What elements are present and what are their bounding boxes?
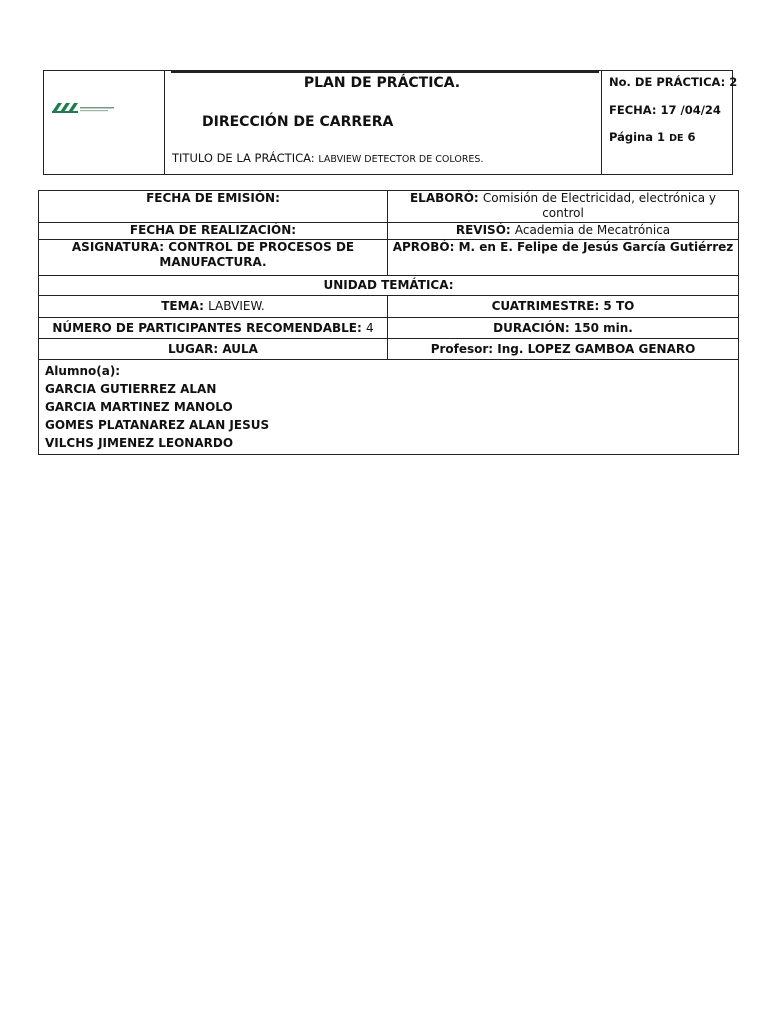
reviso-value: Academia de Mecatrónica xyxy=(514,223,671,237)
elaboro-value: Comisión de Electricidad, electrónica y control xyxy=(482,191,717,220)
practice-title-value: LABVIEW DETECTOR DE COLORES. xyxy=(318,154,484,165)
practice-title xyxy=(172,151,483,165)
asignatura-value: CONTROL DE PROCESOS DE MANUFACTURA. xyxy=(159,240,355,269)
profesor-cell: Profesor: Ing. LOPEZ GAMBOA GENARO xyxy=(388,339,739,360)
direccion-title: DIRECCIÓN DE CARRERA xyxy=(202,114,394,130)
alumno-item: GOMES PLATANAREZ ALAN JESUS xyxy=(45,418,270,432)
asignatura-cell xyxy=(39,240,388,276)
practice-date xyxy=(609,103,721,117)
page-of: DE xyxy=(669,133,684,144)
page-indicator xyxy=(609,130,695,144)
elaboro-cell xyxy=(388,191,739,223)
reviso-cell xyxy=(388,223,739,240)
tema-cell xyxy=(39,296,388,318)
alumno-item: VILCHS JIMENEZ LEONARDO xyxy=(45,436,234,450)
duracion-value: 150 min. xyxy=(573,320,633,335)
participantes-label: NÚMERO DE PARTICIPANTES RECOMENDABLE: xyxy=(52,320,362,335)
document-header xyxy=(43,70,738,175)
duracion-label: DURACIÓN: xyxy=(493,320,570,335)
alumno-item: GARCIA GUTIERREZ ALAN xyxy=(45,382,217,396)
participantes-value: 4 xyxy=(365,320,374,335)
lugar-cell: LUGAR: AULA xyxy=(39,339,388,360)
table-row xyxy=(39,191,739,223)
elaboro-label: ELABORÓ: xyxy=(409,191,479,205)
practice-info-table xyxy=(38,190,739,455)
aprobo-cell xyxy=(388,240,739,276)
duracion-cell xyxy=(388,318,739,339)
header-rule xyxy=(171,71,599,73)
alumno-item: GARCIA MARTINEZ MANOLO xyxy=(45,400,233,414)
header-center xyxy=(165,71,599,174)
page-label: Página xyxy=(609,130,654,144)
practice-title-label: TITULO DE LA PRÁCTICA: xyxy=(172,151,315,165)
fecha-emision-cell: FECHA DE EMISIÓN: xyxy=(39,191,388,223)
university-logo xyxy=(50,101,116,115)
aprobo-label: APROBÓ: xyxy=(392,240,455,254)
table-row xyxy=(39,360,739,455)
alumnos-label: Alumno(a): xyxy=(45,364,121,378)
table-row xyxy=(39,296,739,318)
logo-cell xyxy=(44,71,165,174)
table-row xyxy=(39,318,739,339)
cuatrimestre-cell: CUATRIMESTRE: 5 TO xyxy=(388,296,739,318)
tema-label: TEMA: xyxy=(161,299,204,313)
practice-number-prefix: No. xyxy=(609,75,631,89)
header-meta xyxy=(601,71,738,174)
fecha-realizacion-cell: FECHA DE REALIZACIÓN: xyxy=(39,223,388,240)
page-total: 6 xyxy=(687,130,696,144)
aprobo-value: M. en E. Felipe de Jesús García Gutiérrez xyxy=(458,240,734,254)
table-row xyxy=(39,223,739,240)
unidad-tematica-cell: UNIDAD TEMÁTICA: xyxy=(39,276,739,296)
practice-number-value: 2 xyxy=(729,75,738,89)
asignatura-label: ASIGNATURA: xyxy=(71,240,165,254)
page-number: 1 xyxy=(657,130,666,144)
plan-title: PLAN DE PRÁCTICA. xyxy=(303,75,461,91)
participantes-cell xyxy=(39,318,388,339)
practice-number xyxy=(609,75,737,89)
practice-date-value: 17 /04/24 xyxy=(660,103,721,117)
alumnos-cell xyxy=(39,360,739,455)
reviso-label: REVISÓ: xyxy=(455,223,511,237)
practice-date-label: FECHA: xyxy=(609,103,657,117)
table-row xyxy=(39,240,739,276)
tema-value: LABVIEW. xyxy=(208,299,265,313)
table-row xyxy=(39,339,739,360)
practice-number-label: DE PRÁCTICA: xyxy=(634,75,726,89)
table-row xyxy=(39,276,739,296)
